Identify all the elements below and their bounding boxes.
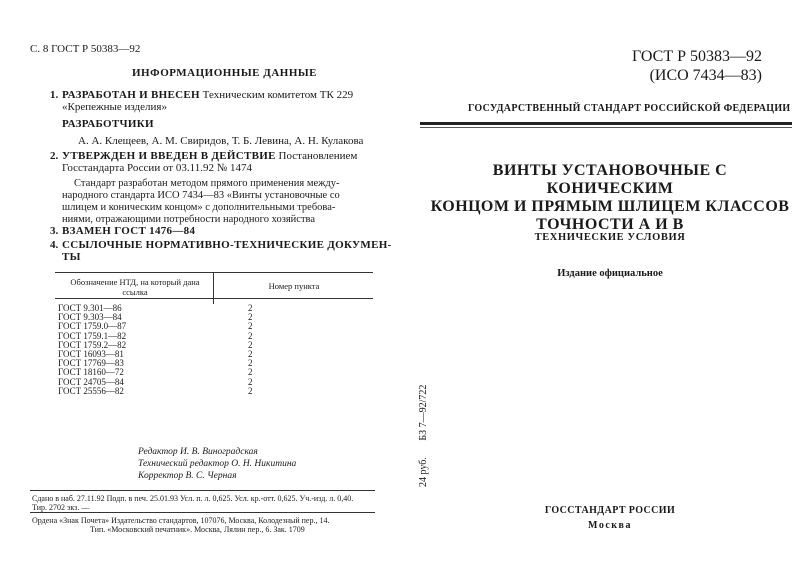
proofreader-credit: Корректор В. С. Черная xyxy=(138,471,237,481)
print-info-line: Сдано в наб. 27.11.92 Подп. в печ. 25.01.93 Усл. п. л. 0,625. Усл. кр.-отт. 0,625. Уч.-изд. л. 0,40. xyxy=(32,494,354,503)
title-line: ТОЧНОСТИ А И В xyxy=(536,216,684,233)
standard-text-line: Стандарт разработан методом прямого применения между- xyxy=(74,178,340,189)
item-3 xyxy=(50,225,196,238)
organization-name: ГОСУДАРСТВЕННЫЙ СТАНДАРТ РОССИЙСКОЙ ФЕДЕРАЦИИ xyxy=(468,103,791,114)
standard-text-line: народного стандарта ИСО 7434—83 «Винты установочные со xyxy=(62,190,340,201)
publisher-line: Тип. «Московский печатник». Москва, Лялин пер., 6. Зак. 1709 xyxy=(90,525,305,534)
item-4-number: 4. xyxy=(50,239,59,251)
references-table xyxy=(55,272,373,396)
table-cell-item: 2 xyxy=(248,321,253,332)
item-3-number: 3. xyxy=(50,225,59,237)
table-cell-item: 2 xyxy=(248,358,253,369)
table-cell-doc: ГОСТ 17769—83 xyxy=(58,358,124,369)
edition-label: Издание официальное xyxy=(557,268,663,279)
table-header-item: Номер пункта xyxy=(268,281,320,291)
publisher-line: Ордена «Знак Почета» Издательство стандартов, 107076, Москва, Колодезный пер., 14. xyxy=(32,516,330,525)
table-body xyxy=(55,304,373,396)
table-top-rule xyxy=(55,272,373,273)
table-cell-doc: ГОСТ 1759.0—87 xyxy=(58,321,127,332)
table-cell-doc: ГОСТ 25556—82 xyxy=(58,385,124,396)
table-cell-doc: ГОСТ 1759.2—82 xyxy=(58,339,127,350)
item-1-number: 1. xyxy=(50,89,59,101)
item-2-head: УТВЕРЖДЕН И ВВЕДЕН В ДЕЙСТВИЕ xyxy=(62,150,276,162)
city: Москва xyxy=(588,520,632,531)
table-column-divider xyxy=(213,272,214,304)
table-cell-item: 2 xyxy=(248,348,253,359)
document-subtitle: ТЕХНИЧЕСКИЕ УСЛОВИЯ xyxy=(534,232,686,243)
info-title: ИНФОРМАЦИОННЫЕ ДАННЫЕ xyxy=(132,67,318,79)
table-cell-doc: ГОСТ 1759.1—82 xyxy=(58,330,127,341)
item-4-head: ССЫЛОЧНЫЕ НОРМАТИВНО-ТЕХНИЧЕСКИЕ ДОКУМЕН- xyxy=(62,239,392,251)
table-cell-item: 2 xyxy=(248,385,253,396)
title-line: ВИНТЫ УСТАНОВОЧНЫЕ С КОНИЧЕСКИМ xyxy=(492,162,728,197)
table-cell-doc: ГОСТ 9.303—84 xyxy=(58,312,122,323)
developers-list: А. А. Клещеев, А. М. Свиридов, Т. Б. Левина, А. Н. Кулакова xyxy=(78,135,364,147)
item-2-line2: Госстандарта России от 03.11.92 № 1474 xyxy=(62,162,252,174)
standard-text-line: ниями, отражающими потребности народного хозяйства xyxy=(62,214,316,225)
item-1-text: Техническим комитетом ТК 229 xyxy=(199,89,354,101)
iso-number: (ИСО 7434—83) xyxy=(649,67,762,84)
table-cell-item: 2 xyxy=(248,376,253,387)
standard-text-line: шлицем и коническим концом» с дополнительными требова- xyxy=(62,202,336,213)
table-cell-item: 2 xyxy=(248,367,253,378)
print-info-line: Тир. 2702 экз. — xyxy=(32,503,90,512)
publisher-org: ГОССТАНДАРТ РОССИИ xyxy=(544,505,676,516)
footer-rule xyxy=(30,490,375,491)
table-header-rule xyxy=(55,298,373,299)
bz-code: БЗ 7—92/722 xyxy=(418,384,429,441)
tech-editor-credit: Технический редактор О. Н. Никитина xyxy=(138,459,297,469)
gost-number: ГОСТ Р 50383—92 xyxy=(632,48,762,65)
table-cell-item: 2 xyxy=(248,303,253,313)
table-cell-item: 2 xyxy=(248,312,253,323)
table-cell-item: 2 xyxy=(248,339,253,350)
item-3-head: ВЗАМЕН ГОСТ 1476—84 xyxy=(62,225,196,237)
page-header-left: С. 8 ГОСТ Р 50383—92 xyxy=(30,43,141,55)
title-line: КОНЦОМ И ПРЯМЫМ ШЛИЦЕМ КЛАССОВ xyxy=(430,198,790,215)
table-cell-doc: ГОСТ 9.301—86 xyxy=(58,303,122,313)
item-1-line2: «Крепежные изделия» xyxy=(62,101,167,113)
table-cell-doc: ГОСТ 18160—72 xyxy=(58,367,124,378)
table-cell-doc: ГОСТ 24705—84 xyxy=(58,376,124,387)
table-row xyxy=(55,387,373,396)
table-cell-doc: ГОСТ 16093—81 xyxy=(58,348,124,359)
table-cell-item: 2 xyxy=(248,330,253,341)
item-4-line2: ТЫ xyxy=(62,251,81,263)
item-4 xyxy=(50,239,392,252)
document-title xyxy=(430,162,790,234)
editor-credit: Редактор И. В. Виноградская xyxy=(138,447,258,457)
item-2-number: 2. xyxy=(50,150,59,162)
item-1-head: РАЗРАБОТАН И ВНЕСЕН xyxy=(62,89,200,101)
table-header-document: Обозначение НТД, на который дана ссылка xyxy=(70,277,200,297)
header-thin-rule xyxy=(420,127,792,128)
item-2-text: Постановлением xyxy=(275,150,358,162)
vertical-imprint xyxy=(418,371,429,487)
price: 24 руб. xyxy=(418,457,429,487)
developers-heading: РАЗРАБОТЧИКИ xyxy=(62,118,154,130)
header-thick-rule xyxy=(420,122,792,125)
footer-rule xyxy=(30,512,375,513)
